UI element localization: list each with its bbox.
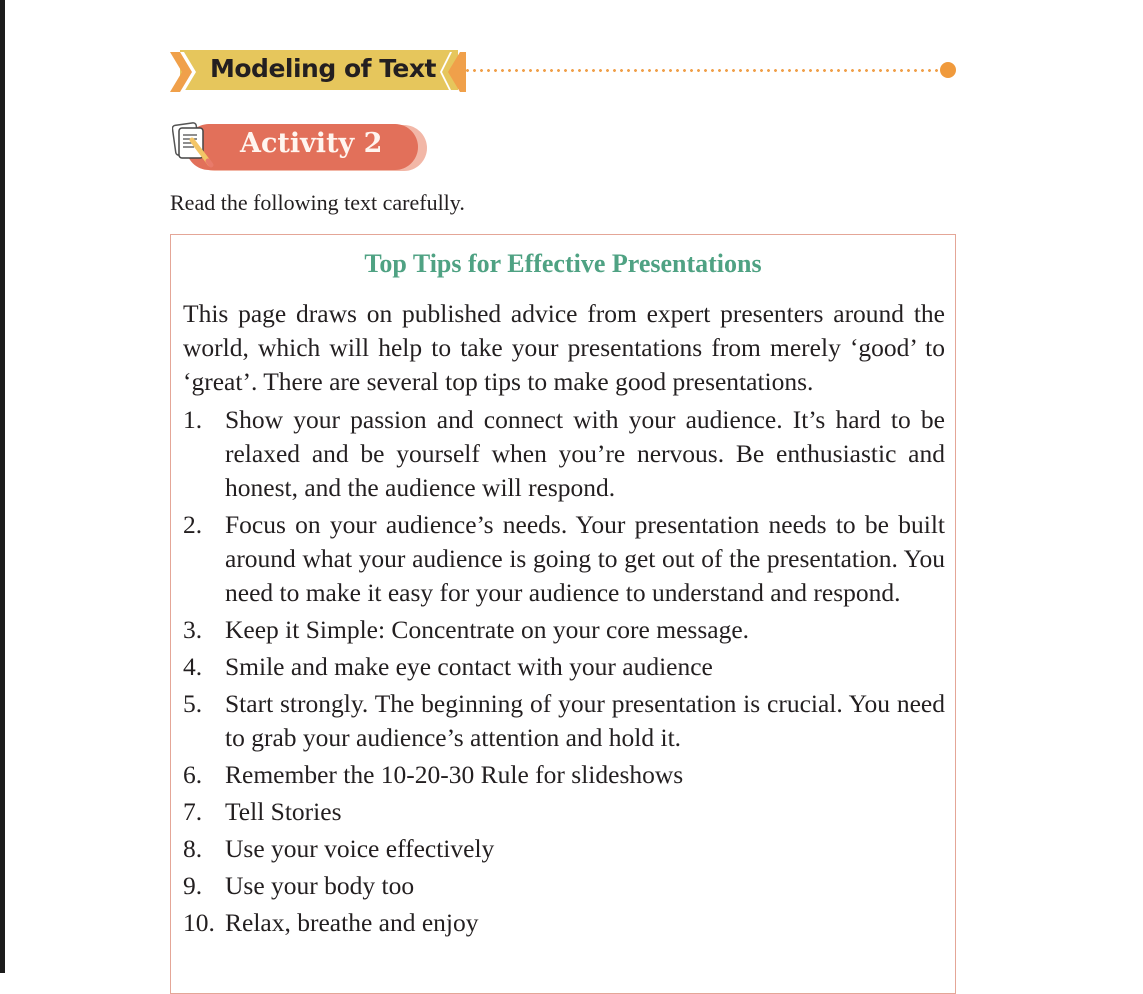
tip-number: 4.: [183, 652, 203, 681]
activity-badge: [172, 120, 432, 176]
tip-number: 1.: [183, 405, 203, 434]
tip-item: [183, 687, 945, 755]
tip-number: 5.: [183, 689, 203, 718]
tips-list: [183, 403, 945, 943]
tip-text: Use your voice effectively: [225, 834, 495, 863]
tip-text: Relax, breathe and enjoy: [225, 908, 479, 937]
tip-item: [183, 758, 945, 792]
tip-number: 10.: [183, 908, 215, 937]
tip-text: Use your body too: [225, 871, 415, 900]
section-banner: [170, 48, 470, 92]
tip-text: Remember the 10-20-30 Rule for slideshows: [225, 760, 684, 789]
tip-number: 8.: [183, 834, 203, 863]
chevron-left-icon: [436, 50, 466, 94]
tip-item: [183, 906, 945, 940]
section-title: Modeling of Text: [210, 54, 436, 83]
tip-text: Tell Stories: [225, 797, 342, 826]
tip-item: [183, 795, 945, 829]
window-edge: [0, 0, 5, 973]
document-pencil-icon: [172, 120, 216, 170]
divider-end-dot: [940, 62, 956, 78]
tip-text: Smile and make eye contact with your audience: [225, 652, 713, 681]
tip-item: [183, 508, 945, 610]
tip-text: Show your passion and connect with your audience. It’s hard to be relaxed and be yourself when you’re nervous. Be enthusiastic and honest, and the audience will respond.: [225, 405, 945, 502]
tip-item: [183, 869, 945, 903]
text-title: Top Tips for Effective Presentations: [364, 249, 762, 278]
tip-text: Keep it Simple: Concentrate on your core message.: [225, 615, 750, 644]
tip-text: Focus on your audience’s needs. Your presentation needs to be built around what your audience is going to get out of the presentation. You need to make it easy for your audience to understand and respond.: [225, 510, 945, 607]
intro-paragraph: This page draws on published advice from expert presenters around the world, which will help to take your presentations from merely ‘good’ to ‘great’. There are several top tips to make good presentations.: [183, 299, 945, 396]
tip-item: [183, 613, 945, 647]
text-box: [170, 234, 956, 994]
tip-number: 7.: [183, 797, 203, 826]
tip-number: 6.: [183, 760, 203, 789]
tip-item: [183, 832, 945, 866]
instruction-text: Read the following text carefully.: [170, 190, 465, 215]
tip-number: 9.: [183, 871, 203, 900]
tip-text: Start strongly. The beginning of your presentation is crucial. You need to grab your audience’s attention and hold it.: [225, 689, 945, 752]
tip-item: [183, 650, 945, 684]
activity-label: Activity 2: [240, 128, 383, 159]
chevron-right-icon: [170, 50, 200, 94]
tip-item: [183, 403, 945, 505]
tip-number: 2.: [183, 510, 203, 539]
dotted-divider: [464, 69, 942, 72]
tip-number: 3.: [183, 615, 203, 644]
